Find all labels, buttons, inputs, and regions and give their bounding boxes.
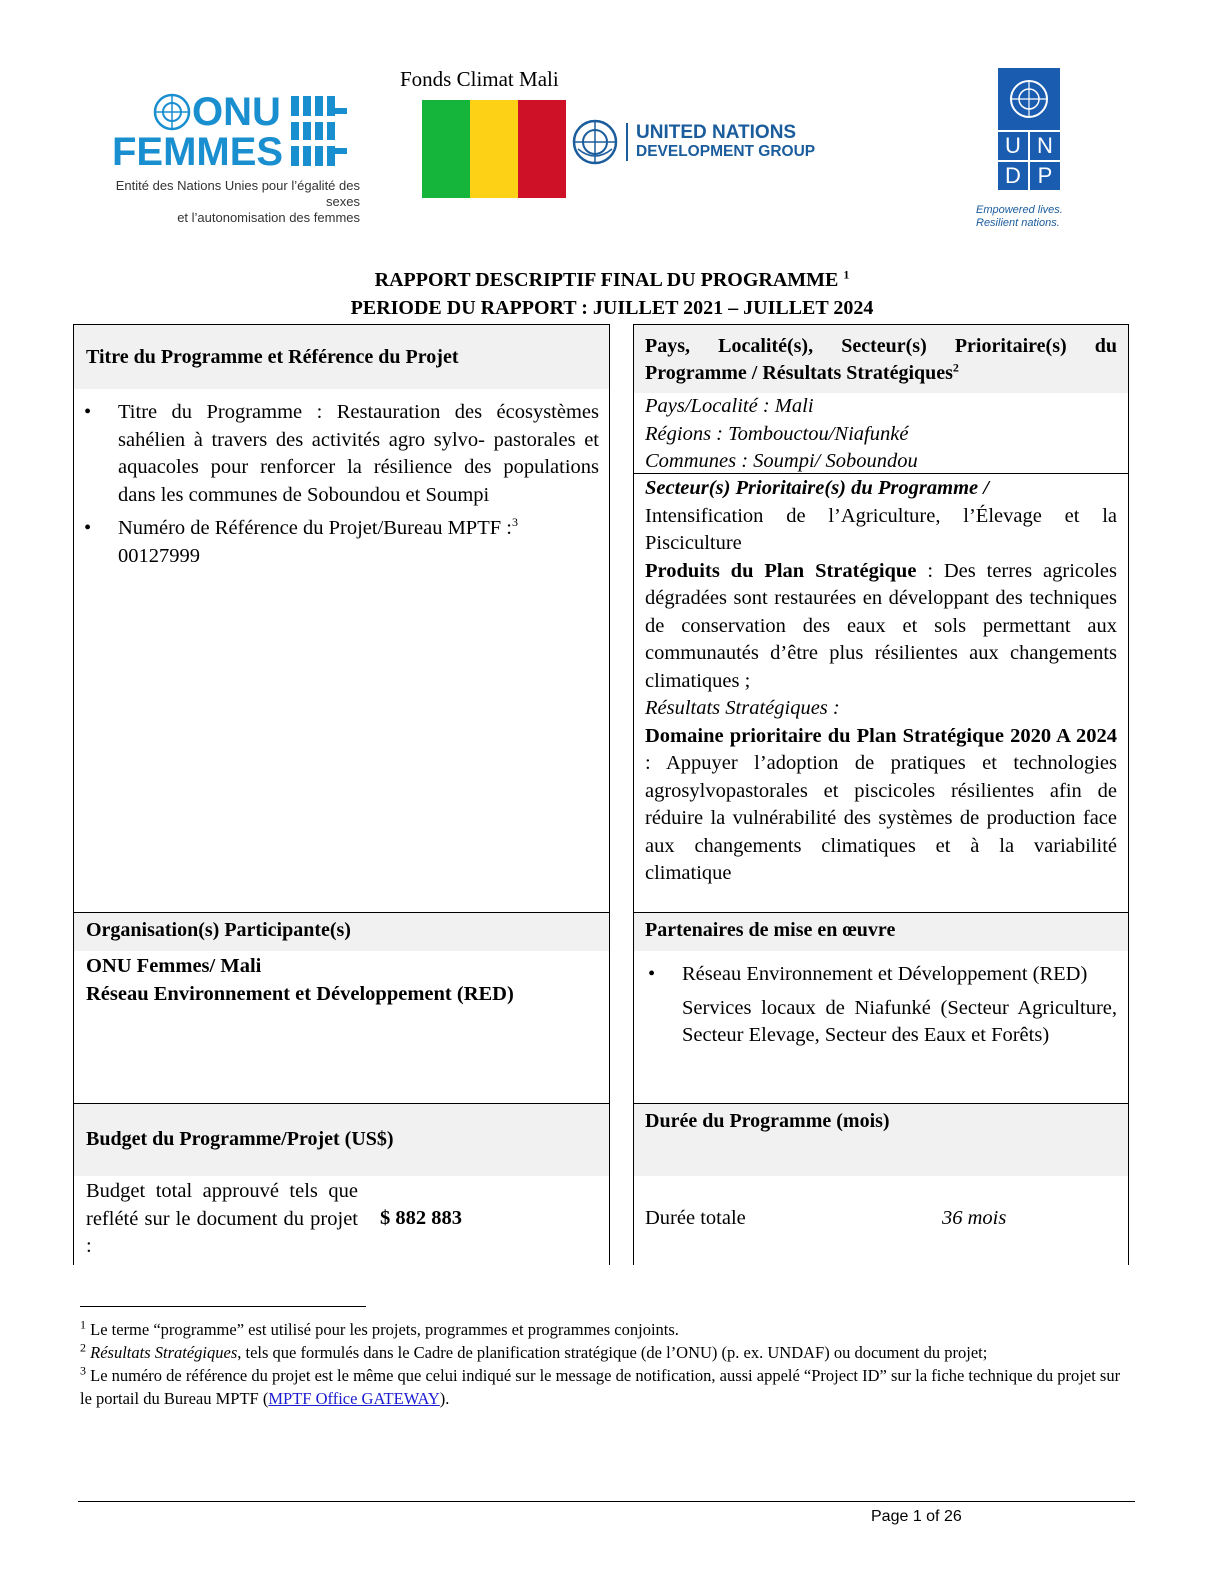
cell-header: Pays, Localité(s), Secteur(s) Prioritaire(s) du Programme / Résultats Stratégiques$^2$: [634, 325, 1128, 393]
cell-duree: [633, 1103, 1129, 1265]
footnote-3: $^3$ Le numéro de référence du projet est le même que celui indiqué sur le message de notification, aussi appelé “Project ID” sur la fiche technique du projet sur le portail du Bureau MPTF (MPTF Office GATEWAY).: [80, 1363, 1121, 1408]
mptf-gateway-link[interactable]: MPTF Office GATEWAY: [268, 1389, 440, 1408]
cell-title-programme: [73, 324, 610, 913]
produits-paragraph: Produits du Plan Stratégique : Des terres agricoles dégradées sont restaurées en développant des techniques de conservation des eaux et sols permettant aux communautés d’être plus résilientes aux changements climatiques ;: [645, 559, 1118, 692]
report-period: PERIODE DU RAPPORT : JUILLET 2021 – JUILLET 2024: [350, 297, 874, 319]
partner-red: • Réseau Environnement et Développement (RED): [638, 961, 1117, 989]
cell-organisations: [73, 912, 610, 1104]
footnotes: [80, 1318, 1130, 1410]
flag-green-stripe: [422, 100, 470, 198]
un-emblem-icon: [152, 92, 192, 132]
secteur-label: Secteur(s) Prioritaire(s) du Programme /: [645, 477, 989, 499]
onu-femmes-symbol-icon: [289, 96, 349, 170]
bullet-reference: • Numéro de Référence du Projet/Bureau MPTF :$^3$ 00127999: [74, 515, 599, 570]
org-onu-femmes: ONU Femmes/ Mali: [86, 955, 262, 977]
footnote-ref-1: 1: [843, 267, 850, 282]
flag-red-stripe: [518, 100, 566, 198]
flag-yellow-stripe: [470, 100, 518, 198]
cell-header: Partenaires de mise en œuvre: [634, 913, 1128, 951]
undg-line1: UNITED NATIONS: [636, 122, 797, 143]
cell-partenaires: [633, 912, 1129, 1104]
duree-label: Durée totale: [645, 1207, 746, 1229]
footnote-separator: [80, 1306, 366, 1307]
budget-value: $ 882 883: [380, 1207, 462, 1229]
regions: Régions : Tombouctou/Niafunké: [645, 422, 909, 445]
cell-header: Organisation(s) Participante(s): [74, 913, 609, 951]
undp-letter-n: N: [1030, 132, 1060, 160]
pays-localite: Pays/Localité : Mali: [645, 395, 814, 417]
domaine-paragraph: Domaine prioritaire du Plan Stratégique 2020 A 2024 : Appuyer l’adoption de pratiques et technologies agrosylvopastorales et piscicoles résilientes afin de réduire la vulnérabilité des systèmes de production face aux changements climatiques et à la variabilité climatique: [645, 724, 1117, 884]
undp-logo: [976, 68, 1063, 230]
cell-pays-secteur: [633, 324, 1129, 913]
footnote-ref-2: 2: [952, 360, 959, 375]
footer-rule: [78, 1501, 1135, 1502]
undp-letter-p: P: [1030, 162, 1060, 190]
duree-value: 36 mois: [942, 1207, 1007, 1229]
footnote-2: $^2$ Résultats Stratégiques, tels que formulés dans le Cadre de planification stratégique (de l’ONU) (p. ex. UNDAF) ou document du projet;: [80, 1340, 988, 1362]
cell-divider: [634, 473, 1128, 474]
budget-label: Budget total approuvé tels que reflété sur le document du projet :: [86, 1180, 358, 1257]
partner-services: Services locaux de Niafunké (Secteur Agriculture, Secteur Elevage, Secteur des Eaux et Forêts): [682, 996, 1117, 1046]
page-number: Page 1 of 26: [871, 1508, 962, 1525]
femmes-text: FEMMES: [112, 130, 284, 174]
undp-tagline2: Resilient nations.: [976, 217, 1060, 229]
cell-header: Budget du Programme/Projet (US$): [74, 1104, 609, 1176]
un-emblem-icon: [1007, 77, 1051, 121]
un-emblem-icon: [572, 119, 618, 165]
fonds-climat-title: Fonds Climat Mali: [400, 67, 559, 91]
cell-header: Titre du Programme et Référence du Projet: [74, 325, 609, 389]
undp-letter-u: U: [998, 132, 1028, 160]
undg-logo: [572, 118, 815, 166]
footnote-1: $^1$ Le terme “programme” est utilisé pour les projets, programmes et programmes conjoints.: [80, 1317, 679, 1339]
report-title: [0, 269, 1224, 292]
footnote-ref-3: 3: [511, 515, 518, 530]
onu-subtitle-line2: et l’autonomisation des femmes: [177, 210, 360, 225]
communes: Communes : Soumpi/ Soboundou: [645, 450, 918, 472]
undp-tagline1: Empowered lives.: [976, 204, 1063, 216]
onu-subtitle-line1: Entité des Nations Unies pour l’égalité des sexes: [115, 178, 360, 209]
cell-header: Durée du Programme (mois): [634, 1104, 1128, 1176]
org-red: Réseau Environnement et Développement (RED): [86, 982, 514, 1005]
bullet-programme-title: • Titre du Programme : Restauration des écosystèmes sahélien à travers des activités agro sylvo- pastorales et aquacoles pour renforcer la résilience des populations dans les communes de Soboundou et Soumpi: [74, 399, 599, 509]
onu-text: ONU: [192, 90, 281, 134]
report-title-text: RAPPORT DESCRIPTIF FINAL DU PROGRAMME: [374, 269, 839, 291]
onu-femmes-logo: [112, 90, 372, 225]
undg-line2: DEVELOPMENT GROUP: [636, 143, 816, 160]
cell-budget: [73, 1103, 610, 1265]
reference-number: 00127999: [118, 544, 200, 567]
resultats-label: Résultats Stratégiques :: [645, 697, 840, 719]
secteur-text: Intensification de l’Agriculture, l’Élevage et la Pisciculture: [645, 504, 1117, 554]
undp-letter-d: D: [998, 162, 1028, 190]
mali-flag: [422, 100, 566, 198]
